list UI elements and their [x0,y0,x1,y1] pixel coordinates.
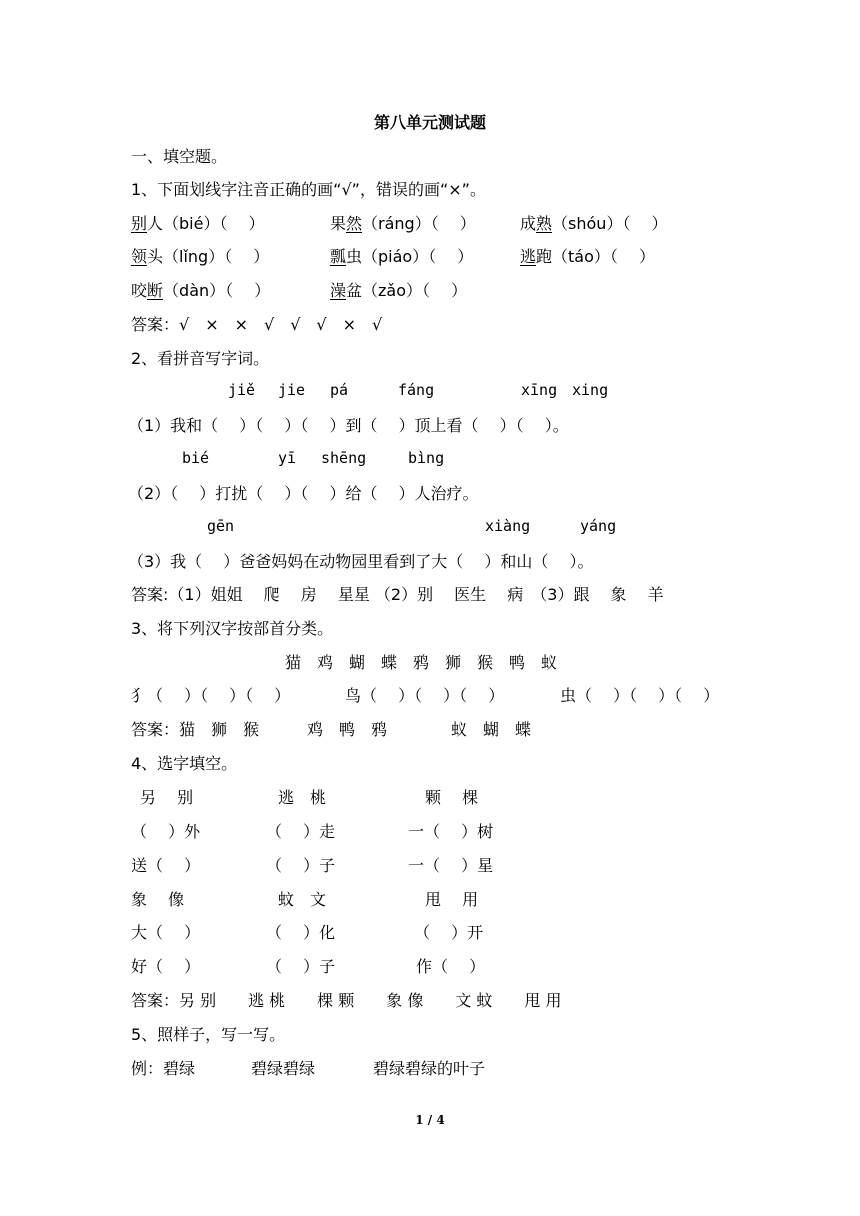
pinyin: yáng [580,517,617,535]
q1-item: 澡盆（zǎo）（ ） [330,281,468,300]
pinyin: bié [182,449,210,467]
q2-prompt: 2、看拼音写字词。 [131,349,270,368]
q3-chars: 猫 鸡 蝴 蝶 鸦 狮 猴 鸭 蚁 [285,653,558,672]
pinyin: xiàng [485,517,531,535]
q4-cell: （ ）走 [266,822,336,841]
q4-cell: 送（ ） [131,856,201,875]
q3-prompt: 3、将下列汉字按部首分类。 [131,619,334,638]
pinyin: pá [330,381,349,399]
q4-cell: 好（ ） [131,957,201,976]
q1-item: 果然（ráng）（ ） [330,214,476,233]
q4-cell: （ ）子 [266,957,336,976]
q4-cell: 一（ ）树 [408,822,494,841]
q1-item: 成熟（shóu）（ ） [520,214,668,233]
q4-cell: 颗 棵 [425,788,479,807]
q4-cell: 大（ ） [131,923,201,942]
q3-group: 鸟（ ）（ ）（ ） [345,686,505,705]
q4-cell: （ ）化 [266,923,336,942]
q1-item: 咬断（dàn）（ ） [131,281,271,300]
q4-cell: 作（ ） [416,957,486,976]
page-title: 第八单元测试题 [373,113,486,132]
q4-cell: （ ）子 [266,856,336,875]
q2-sentence: （2）（ ）打扰（ ）（ ）给（ ）人治疗。 [128,484,479,503]
pinyin: fáng [398,381,435,399]
q1-item: 逃跑（táo）（ ） [520,247,655,266]
q4-cell: 甩 用 [425,890,479,909]
q4-cell: 另 别 [140,788,194,807]
q5-example: 例：碧绿 [131,1059,196,1078]
q4-cell: 蚊 文 [278,890,327,909]
q2-sentence: （3）我（ ）爸爸妈妈在动物园里看到了大（ ）和山（ ）。 [128,552,594,571]
q4-cell: 逃 桃 [278,788,327,807]
pinyin: jiě [228,381,256,399]
pinyin: shēng [321,449,367,467]
q1-item: 别人（bié）（ ） [131,214,265,233]
q5-prompt: 5、照样子，写一写。 [131,1025,286,1044]
q3-answer: 答案：猫 狮 猴 鸡 鸭 鸦 蚁 蝴 蝶 [131,720,532,739]
q4-cell: （ ）开 [414,923,484,942]
q4-answer: 答案：另 别 逃 桃 棵 颗 象 像 文 蚊 甩 用 [131,991,562,1010]
q1-prompt: 1、下面划线字注音正确的画“√”，错误的画“×”。 [131,180,486,199]
q4-cell: （ ）外 [131,822,201,841]
q3-group: 犭（ ）（ ）（ ） [131,686,291,705]
q5-example: 碧绿碧绿的叶子 [373,1059,486,1078]
q4-cell: 象 像 [131,890,185,909]
q1-item: 领头（lǐng）（ ） [131,247,270,266]
q5-example: 碧绿碧绿 [251,1059,316,1078]
section-heading: 一、填空题。 [131,147,228,166]
pinyin: bìng [408,449,445,467]
pinyin: yī [278,449,297,467]
q2-sentence: （1）我和（ ）（ ）（ ）到（ ）顶上看（ ）（ ）。 [128,416,569,435]
pinyin: jie [278,381,306,399]
q3-group: 虫（ ）（ ）（ ） [560,686,720,705]
pinyin: gēn [207,517,235,535]
q4-cell: 一（ ）星 [408,856,494,875]
page-number: 1 / 4 [415,1113,445,1127]
pinyin: xīng [521,381,558,399]
q1-answer: 答案：√ × × √ √ √ × √ [131,315,383,334]
pinyin: xing [572,381,609,399]
q1-item: 瓢虫（piáo）（ ） [330,247,474,266]
q4-prompt: 4、选字填空。 [131,754,238,773]
q2-answer: 答案:（1）姐姐 爬 房 星星 （2）别 医生 病 （3）跟 象 羊 [131,585,664,604]
